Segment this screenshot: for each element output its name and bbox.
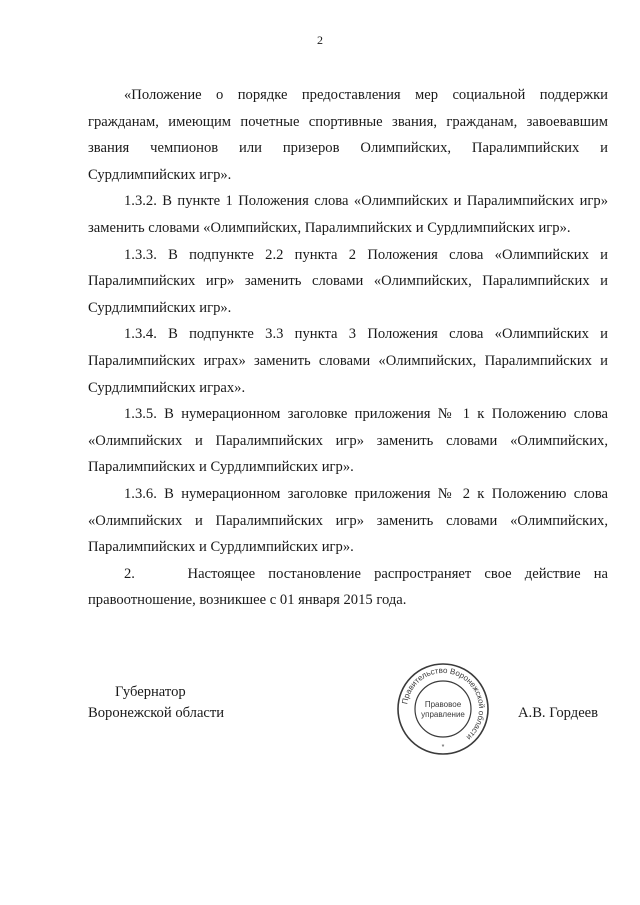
document-body <box>88 82 612 614</box>
stamp-ring-text: Правительство Воронежской области <box>400 665 487 742</box>
official-stamp-seal <box>395 661 491 757</box>
signatory-region: Воронежской области <box>88 705 225 721</box>
stamp-star-icon: * <box>441 744 445 751</box>
stamp-inner-ring <box>415 681 471 737</box>
stamp-outer-ring <box>398 664 488 754</box>
signatory-name: А.В. Гордеев <box>518 705 599 721</box>
paragraph-1-3-5: 1.3.5. В нумерационном заголовке приложения № 1 к Положению слова «Олимпийских и Паралимпийских игр» заменить словами «Олимпийских, Паралимпийских и Сурдлимпийских игр». <box>88 406 608 476</box>
paragraph-1-3-4: 1.3.4. В подпункте 3.3 пункта 3 Положения слова «Олимпийских и Паралимпийских играх» заменить словами «Олимпийских, Паралимпийских и Сурдлимпийских играх». <box>88 326 608 396</box>
paragraph-regulation-title: «Положение о порядке предоставления мер социальной поддержки гражданам, имеющим почетные спортивные звания, гражданам, завоевавшим звания чемпионов или призеров Олимпийских, Паралимпийских и Сурдлимпийских игр». <box>88 87 608 183</box>
paragraph-1-3-2: 1.3.2. В пункте 1 Положения слова «Олимпийских и Паралимпийских игр» заменить словами «Олимпийских, Паралимпийских и Сурдлимпийских игр». <box>88 193 608 236</box>
paragraph-1-3-3: 1.3.3. В подпункте 2.2 пункта 2 Положения слова «Олимпийских и Паралимпийских игр» заменить словами «Олимпийских, Паралимпийских и Сурдлимпийских игр». <box>88 246 608 316</box>
page-number: 2 <box>317 33 323 47</box>
paragraph-2: 2. Настоящее постановление распространяет свое действие на правоотношение, возникшее с 01 января 2015 года. <box>88 565 612 609</box>
signatory-position: Губернатор <box>115 684 186 700</box>
signatory-title <box>88 682 224 724</box>
stamp-center-line1: Правовое <box>424 700 462 709</box>
paragraph-1-3-6: 1.3.6. В нумерационном заголовке приложения № 2 к Положению слова «Олимпийских и Паралимпийских игр» заменить словами «Олимпийских, Паралимпийских и Сурдлимпийских игр». <box>88 485 608 556</box>
stamp-center-line2: управление <box>421 710 465 719</box>
